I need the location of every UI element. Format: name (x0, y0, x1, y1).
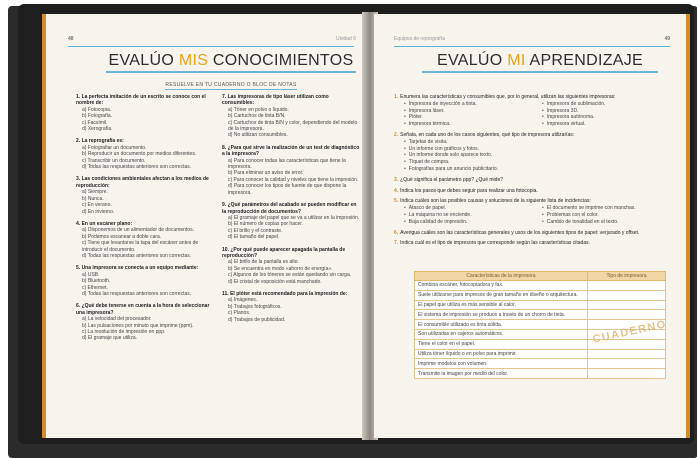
answer-option: d) El gramaje que utiliza. (82, 335, 138, 342)
answer-option: b) El número de copias por hacer. (228, 221, 304, 228)
questions-column-2 (222, 94, 362, 329)
bullet-item: • Impresora 3D. (542, 108, 674, 115)
bullet-item: • Impresora láser. (404, 108, 536, 115)
table-cell-type-blank (588, 349, 666, 359)
activity-label: Indica cuál es el tipo de impresora que corresponde según las características citadas. (400, 240, 590, 247)
question-number: 9. (222, 202, 227, 209)
printer-types-table (414, 271, 666, 379)
activity-text (394, 240, 674, 247)
answer-option: b) Bluetooth. (82, 278, 111, 285)
bullet-item: • Cambio de tonalidad en el texto. (542, 219, 674, 226)
bullet-item: • La máquina no se enciende. (404, 212, 536, 219)
table-cell-characteristic: Transmite la imagen por medio del color. (415, 369, 588, 379)
table-row (415, 310, 666, 320)
activity-label: ¿Qué significa el parámetro ppp? ¿Qué mide? (400, 176, 504, 183)
answer-option: d) Trabajos de publicidad. (228, 316, 286, 323)
question-text (222, 202, 362, 215)
activity-text (394, 132, 674, 139)
left-page-subtitle: RESUELVE EN TU CUADERNO O BLOC DE NOTAS (165, 82, 297, 88)
activity-label: Averigua cuáles son las características generales y usos de los siguientes tipos de papel: verjurado y offset. (400, 229, 640, 236)
table-row (415, 281, 666, 291)
activity-number: 2. (394, 131, 399, 138)
answer-option: d) Xerografía. (82, 126, 113, 133)
bullet-item: • Baja calidad de impresión. (404, 219, 536, 226)
answer-option: d) En invierno. (82, 208, 115, 215)
answer-option: d) El tamaño del papel. (228, 234, 280, 241)
answer-option: a) Siempre. (82, 189, 108, 196)
question-label: La perfecta imitación de un escrito se conoce con el nombre de: (76, 94, 206, 107)
bullet-item: • Impresora térmica. (404, 121, 536, 128)
question-item (76, 176, 212, 214)
left-header-rule (68, 46, 354, 47)
table-row (415, 339, 666, 349)
bullet-item: • Tarjetas de visita. (404, 139, 674, 146)
activity-number: 3. (394, 176, 399, 183)
activity-item (394, 132, 674, 173)
activity-label: Indica cuáles son las posibles causas y soluciones de la siguiente lista de incidencias: (400, 198, 591, 205)
activity-number: 5. (394, 198, 399, 205)
answer-option: b) Reproducir un documento por medios diferentes. (82, 151, 197, 158)
answer-option: a) Disponemos de un alimentador de documentos. (82, 227, 195, 234)
question-item (76, 94, 212, 132)
answer-option: c) En verano. (82, 202, 112, 209)
activity-item (394, 188, 674, 195)
bullet-item: • Impresora autónoma. (542, 114, 674, 121)
left-page (42, 14, 366, 438)
question-label: En un escáner plano: (81, 220, 133, 227)
table-cell-characteristic: El papel que utiliza es más sensible al calor. (415, 300, 588, 310)
right-title-block (422, 52, 658, 73)
answer-option: b) Podemos escanear a doble cara. (82, 233, 162, 240)
bullet-item: • Fotografías para un anuncio publicitario. (404, 166, 674, 173)
activity-label: Señala, en cada uno de los casos siguientes, qué tipo de impresora utilizarías: (400, 131, 575, 138)
bullet-item: • Tíquet de compra. (404, 159, 674, 166)
answer-option: c) Facsímil. (82, 119, 108, 126)
answer-option: d) Para conocer los tipos de fuente de que dispone la impresora. (228, 183, 347, 196)
table-cell-type-blank (588, 300, 666, 310)
right-page (374, 14, 690, 438)
table-cell-characteristic: Imprime modelos con volumen. (415, 359, 588, 369)
activity-item (394, 230, 674, 237)
bullet-item: • El documento se imprime con manchas. (542, 205, 674, 212)
left-page-title: EVALÚO MIS CONOCIMIENTOS (108, 52, 354, 69)
bullet-item: • Un informe con gráficos y fotos. (404, 146, 674, 153)
table-cell-type-blank (588, 281, 666, 291)
answer-option: c) Ethernet. (82, 284, 108, 291)
bullet-item: • Un informe donde solo aparece texto. (404, 152, 674, 159)
question-number: 6. (76, 303, 81, 310)
table-row (415, 290, 666, 300)
answer-option: a) Para conocer todas las características que tiene la impresora. (228, 157, 346, 171)
bullet-item: • Plóter. (404, 114, 536, 121)
activity-number: 6. (394, 229, 399, 236)
question-number: 5. (76, 265, 81, 272)
answer-option: a) Tóner en polvo o líquido. (228, 106, 289, 113)
bullet-item: • Problemas con el color. (542, 212, 674, 219)
table-header-row (415, 272, 666, 281)
answer-option: d) Todas las respuestas anteriores son correctas. (82, 252, 192, 259)
bullet-item: • Atasco de papel. (404, 205, 536, 212)
table-cell-characteristic: Utiliza tóner líquido o en polvo para imprimir. (415, 349, 588, 359)
question-number: 2. (76, 138, 81, 145)
question-text (222, 145, 362, 158)
question-text (76, 94, 212, 107)
question-number: 4. (76, 220, 81, 227)
answer-option: c) Planos. (228, 310, 251, 317)
answer-option: d) El cristal de exposición está manchado. (228, 278, 322, 285)
question-label: ¿Para qué sirve la realización de un test de diagnóstico a la impresora? (222, 144, 360, 158)
question-number: 7. (222, 94, 227, 100)
answer-option: b) Se encuentra en modo «ahorro de energía». (228, 265, 333, 272)
left-title-underline (106, 71, 356, 73)
question-label: El plóter está recomendado para la impresión de: (230, 290, 348, 297)
questions-column-1 (76, 94, 212, 348)
question-label: Las condiciones ambientales afectan a los medios de reproducción: (76, 176, 209, 189)
answer-option: c) Transcribir un documento. (82, 157, 146, 164)
question-text (76, 265, 212, 271)
question-item (76, 221, 212, 259)
table-cell-characteristic: El sistema de impresión se produce a través de un chorro de tinta. (415, 310, 588, 320)
question-text (76, 176, 212, 189)
question-label: ¿Por qué puede aparecer apagada la pantalla de reproducción? (222, 246, 346, 259)
answer-option: c) La resolución de impresión en ppp. (82, 329, 166, 335)
cuaderno-stamp: CUADERNO (591, 318, 668, 346)
activity-number: 7. (394, 240, 399, 247)
right-title-underline (422, 71, 658, 73)
question-number: 11. (222, 290, 229, 297)
answer-option: a) USB. (82, 271, 100, 278)
question-label: Las impresoras de tipo láser utilizan como consumibles: (222, 94, 329, 107)
table-cell-type-blank (588, 369, 666, 379)
activities-list (394, 94, 674, 251)
answer-option: b) Cartuchos de tinta B/N. (228, 113, 286, 120)
table-cell-characteristic: Son utilizadas en cajeros automáticos. (415, 329, 588, 339)
question-number: 10. (222, 246, 229, 253)
question-text (222, 94, 362, 107)
activity-item (394, 240, 674, 247)
right-page-section: Equipos de reprografía (394, 36, 445, 42)
answer-option: b) Trabajos fotográficos. (228, 303, 282, 310)
bullet-item: • Impresora de inyección a tinta. (404, 101, 536, 108)
activity-text (394, 94, 674, 101)
bullet-list (394, 139, 674, 173)
table-row (415, 369, 666, 379)
table-row (415, 359, 666, 369)
question-item (222, 94, 362, 139)
activity-item (394, 198, 674, 225)
question-item (76, 265, 212, 297)
answer-option: a) La velocidad del procesador. (82, 316, 152, 323)
table-cell-type-blank (588, 310, 666, 320)
answer-option: a) El gramaje del papel que se va a utilizar en la impresión. (228, 214, 360, 221)
question-item (222, 291, 362, 323)
answer-option: a) Fotocopia. (82, 106, 112, 113)
question-item (76, 138, 212, 170)
table-cell-characteristic: Combina escáner, fotocopiadora y fax. (415, 281, 588, 291)
answer-option: d) Todas las respuestas anteriores son correctas. (82, 164, 192, 171)
question-label: La reprografía es: (81, 138, 124, 145)
activity-text (394, 198, 674, 205)
answer-option: c) Para conocer la calidad y niveles que tiene la impresión. (228, 176, 359, 183)
question-number: 8. (222, 144, 227, 151)
table-cell-characteristic: Suele utilizarse para impresos de gran tamaño en diseño o arquitectura. (415, 290, 588, 300)
table-cell-characteristic: Tiene el color en el papel. (415, 339, 588, 349)
question-label: ¿Qué debe tenerse en cuenta a la hora de seleccionar una impresora? (76, 303, 210, 316)
activity-label: Indica los pasos que debes seguir para realizar una fotocopia. (400, 187, 538, 194)
answer-option: a) Imágenes. (228, 297, 258, 304)
activity-text (394, 188, 674, 195)
table-header-characteristics: Características de la impresora (415, 272, 588, 281)
answer-option: a) Fotografiar un documento. (82, 144, 147, 151)
question-number: 1. (76, 94, 81, 100)
table-row (415, 300, 666, 310)
answer-option: b) Las pulsaciones por minuto que imprime (ppm). (82, 322, 194, 329)
left-title-block (106, 52, 356, 91)
left-page-number: 48 (68, 36, 74, 42)
left-page-section: Unidad 6 (335, 36, 356, 42)
activity-number: 1. (394, 94, 399, 100)
right-header-rule (394, 46, 670, 47)
question-text (76, 303, 212, 316)
table-header-type: Tipo de impresora (588, 272, 666, 281)
question-number: 3. (76, 176, 81, 183)
activity-item (394, 94, 674, 128)
answer-option: b) Para eliminar un aviso de error. (228, 170, 304, 177)
answer-option: c) Cartuchos de tinta B/N y color, dependiendo del modelo de la impresora. (228, 119, 358, 133)
table-row (415, 349, 666, 359)
question-label: Una impresora se conecta a un equipo mediante: (81, 265, 199, 272)
bullet-item: • Impresora de sublimación. (542, 101, 674, 108)
table-cell-characteristic: El consumible utilizado es tinta sólida. (415, 320, 588, 330)
bullet-list (394, 101, 674, 128)
answer-option: c) El brillo y el contraste. (228, 227, 283, 234)
bullet-list (394, 205, 674, 225)
activity-number: 4. (394, 187, 399, 194)
question-item (222, 247, 362, 285)
right-page-number: 49 (664, 36, 670, 42)
table-cell-type-blank (588, 290, 666, 300)
answer-option: b) Fotografía. (82, 113, 113, 120)
answer-option: a) El brillo de la pantalla es alto. (228, 259, 299, 266)
activity-label: Enumera las características y consumibles que, por lo general, utilizan las siguientes impresoras: (400, 94, 616, 100)
question-item (76, 303, 212, 341)
right-page-title: EVALÚO MI APRENDIZAJE (436, 52, 644, 69)
bullet-item: • Impresora virtual. (542, 121, 674, 128)
question-text (222, 247, 362, 260)
answer-option: d) Todas las respuestas anteriores son correctas. (82, 290, 192, 297)
answer-option: d) No utilizan consumibles. (228, 132, 288, 139)
activity-item (394, 177, 674, 184)
table-cell-type-blank (588, 359, 666, 369)
question-item (222, 202, 362, 240)
activity-text (394, 230, 674, 237)
answer-option: b) Nunca. (82, 195, 104, 202)
answer-option: c) Tiene que levantarse la tapa del escáner antes de introducir el documento. (82, 240, 199, 253)
answer-option: c) Algunos de los tóneres se están quedando sin carga. (228, 272, 352, 279)
activity-text (394, 177, 674, 184)
question-item (222, 145, 362, 196)
question-label: ¿Qué parámetros del acabado se pueden modificar en la reproducción de documentos? (222, 202, 357, 215)
